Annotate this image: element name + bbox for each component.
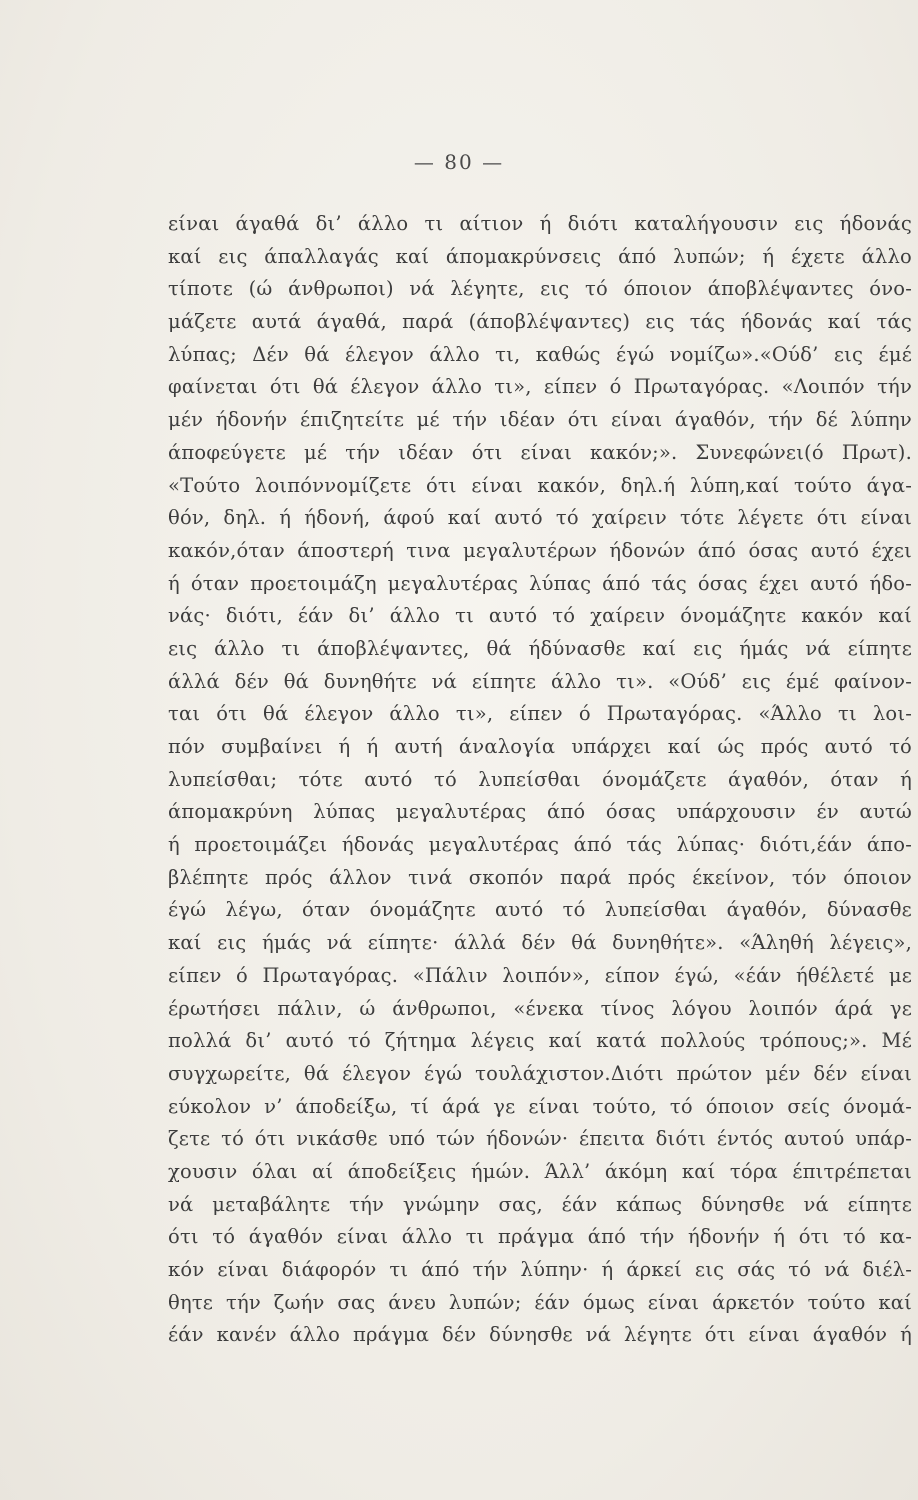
text-line: νάς· διότι, έάν δι’ άλλο τι αυτό τό χαίρειν όνομάζητε κακόν καί: [168, 604, 912, 628]
text-line: άποφεύγετε μέ τήν ιδέαν ότι είναι κακόν;». Συνεφώνει(ό Πρωτ).: [168, 440, 912, 464]
page-number: — 80 —: [413, 150, 505, 174]
text-line: κόν είναι διάφορόν τι άπό τήν λύπην· ή άρκεί εις σάς τό νά διέλ-: [168, 1258, 912, 1281]
text-line: ή όταν προετοιμάζη μεγαλυτέρας λύπας άπό τάς όσας έχει αυτό ήδο-: [168, 571, 912, 595]
text-line: θητε τήν ζωήν σας άνευ λυπών; έάν όμως είναι άρκετόν τούτο καί: [168, 1290, 912, 1314]
text-line: ζετε τό ότι νικάσθε υπό τών ήδονών· έπειτα διότι έντός αυτού υπάρ-: [168, 1127, 912, 1151]
text-line: έγώ λέγω, όταν όνομάζητε αυτό τό λυπείσθαι άγαθόν, δύνασθε: [168, 898, 912, 922]
text-line: τίποτε (ώ άνθρωποι) νά λέγητε, εις τό όποιον άποβλέψαντες όνο-: [168, 277, 912, 301]
text-line: άλλά δέν θά δυνηθήτε νά είπητε άλλο τι». «Ούδ’ εις έμέ φαίνον-: [168, 669, 912, 693]
text-line: καί εις ήμάς νά είπητε· άλλά δέν θά δυνηθήτε». «Άληθή λέγεις»,: [168, 931, 912, 955]
text-line: συγχωρείτε, θά έλεγον έγώ τουλάχιστον.Διότι πρώτον μέν δέν είναι: [168, 1061, 912, 1085]
text-line: φαίνεται ότι θά έλεγον άλλο τι», είπεν ό Πρωταγόρας. «Λοιπόν τήν: [168, 375, 912, 399]
text-line: ότι τό άγαθόν είναι άλλο τι πράγμα άπό τήν ήδονήν ή ότι τό κα-: [168, 1225, 912, 1249]
text-line: ται ότι θά έλεγον άλλο τι», είπεν ό Πρωταγόρας. «Άλλο τι λοι-: [168, 702, 912, 726]
text-line: βλέπητε πρός άλλον τινά σκοπόν παρά πρός έκείνον, τόν όποιον: [168, 865, 912, 889]
text-line: νά μεταβάλητε τήν γνώμην σας, έάν κάπως δύνησθε νά είπητε: [168, 1192, 912, 1216]
text-line: έρωτήσει πάλιν, ώ άνθρωποι, «ένεκα τίνος λόγου λοιπόν άρά γε: [168, 996, 912, 1020]
text-line: κακόν,όταν άποστερή τινα μεγαλυτέρων ήδονών άπό όσας αυτό έχει: [168, 538, 912, 562]
text-line: «Τούτο λοιπόννομίζετε ότι είναι κακόν, δηλ.ή λύπη,καί τούτο άγα-: [168, 473, 912, 497]
text-line: καί εις άπαλλαγάς καί άπομακρύνσεις άπό λυπών; ή έχετε άλλο: [168, 244, 912, 268]
text-line: ή προετοιμάζει ήδονάς μεγαλυτέρας άπό τάς λύπας· διότι,έάν άπο-: [168, 833, 912, 857]
text-line: άπομακρύνη λύπας μεγαλυτέρας άπό όσας υπάρχουσιν έν αυτώ: [168, 800, 912, 824]
text-line: εις άλλο τι άποβλέψαντες, θά ήδύνασθε καί εις ήμάς νά είπητε: [168, 636, 912, 660]
text-line: μάζετε αυτά άγαθά, παρά (άποβλέψαντες) εις τάς ήδονάς καί τάς: [168, 310, 912, 334]
text-line: θόν, δηλ. ή ήδονή, άφού καί αυτό τό χαίρειν τότε λέγετε ότι είναι: [168, 506, 912, 530]
text-line: λυπείσθαι; τότε αυτό τό λυπείσθαι όνομάζετε άγαθόν, όταν ή: [168, 767, 912, 791]
text-line: πολλά δι’ αυτό τό ζήτημα λέγεις καί κατά πολλούς τρόπους;». Μέ: [168, 1029, 912, 1053]
text-line: εύκολον ν’ άποδείξω, τί άρά γε είναι τούτο, τό όποιον σείς όνομά-: [168, 1094, 912, 1118]
text-line: πόν συμβαίνει ή ή αυτή άναλογία υπάρχει καί ώς πρός αυτό τό: [168, 735, 912, 758]
body-text: [168, 208, 912, 1352]
text-line: χουσιν όλαι αί άποδείξεις ήμών. Άλλ’ άκόμη καί τόρα έπιτρέπεται: [168, 1159, 912, 1183]
text-line: μέν ήδονήν έπιζητείτε μέ τήν ιδέαν ότι είναι άγαθόν, τήν δέ λύπην: [168, 408, 912, 432]
text-line: είναι άγαθά δι’ άλλο τι αίτιον ή διότι καταλήγουσιν εις ήδονάς: [168, 212, 912, 235]
text-line: λύπας; Δέν θά έλεγον άλλο τι, καθώς έγώ νομίζω».«Ούδ’ εις έμέ: [168, 342, 912, 366]
text-line: έάν κανέν άλλο πράγμα δέν δύνησθε νά λέγητε ότι είναι άγαθόν ή: [168, 1323, 912, 1347]
text-line: είπεν ό Πρωταγόρας. «Πάλιν λοιπόν», είπον έγώ, «έάν ήθέλετέ με: [168, 963, 912, 987]
